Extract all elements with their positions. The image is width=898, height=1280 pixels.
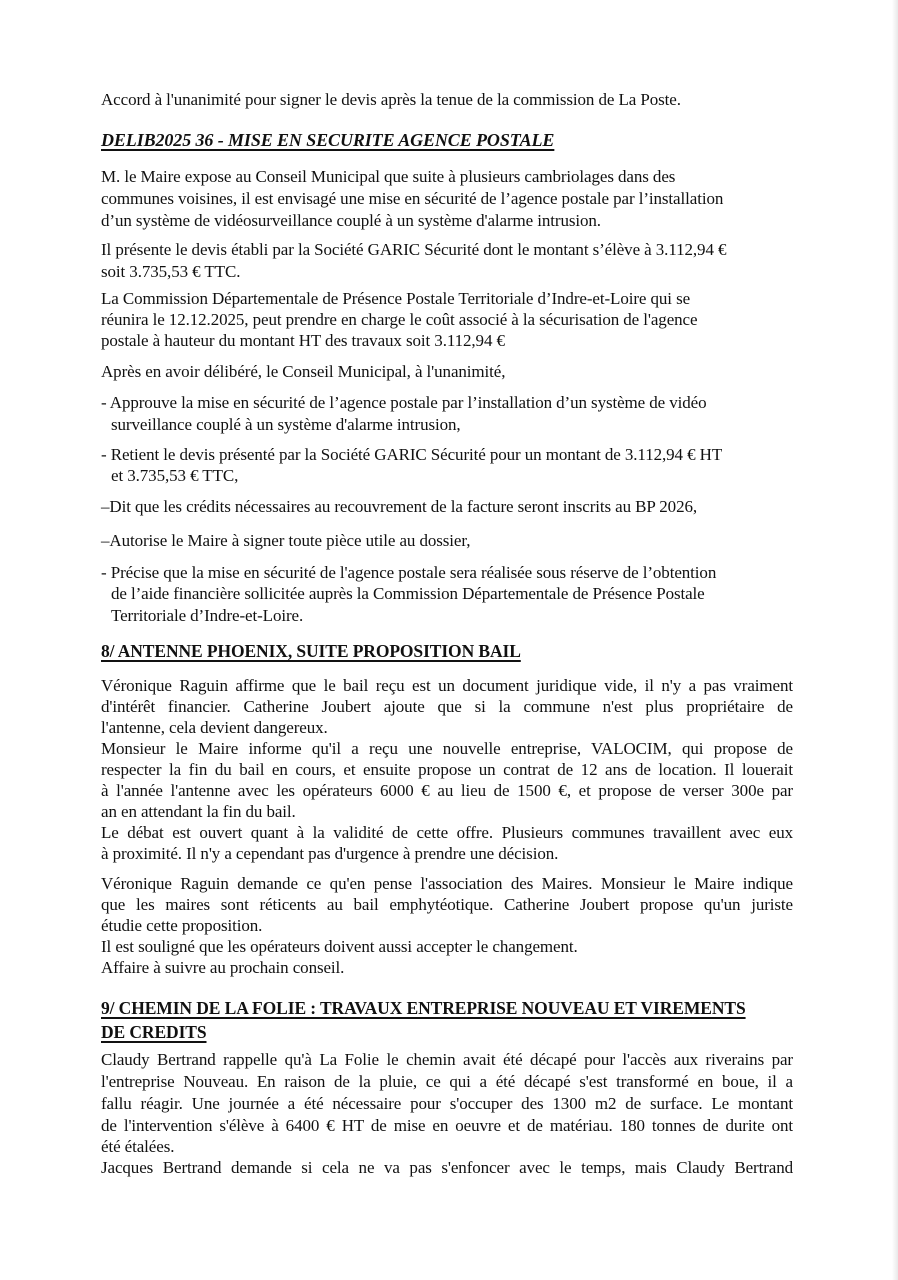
text-line: réunira le 12.12.2025, peut prendre en charge le coût associé à la sécurisation de l'agence — [101, 310, 698, 329]
text-line: l'entreprise Nouveau. En raison de la pluie, ce qui a été décapé s'est transformé en boue, il a — [101, 1072, 793, 1091]
text-line: soit 3.735,53 € TTC. — [101, 262, 241, 281]
text-line: de l'intervention s'élève à 6400 € HT de mise en oeuvre et de matériau. 180 tonnes de durite ont — [101, 1116, 793, 1135]
list-item-line: et 3.735,53 € TTC, — [111, 466, 239, 485]
list-item-line: surveillance couplé à un système d'alarme intrusion, — [111, 415, 461, 434]
text-line: d'intérêt financier. Catherine Joubert ajoute que si la commune n'est plus propriétaire de — [101, 697, 793, 716]
list-item-line: Territoriale d’Indre-et-Loire. — [111, 606, 304, 625]
text-line: communes voisines, il est envisagé une mise en sécurité de l’agence postale par l’installation — [101, 189, 724, 208]
text-line: Jacques Bertrand demande si cela ne va pas s'enfoncer avec le temps, mais Claudy Bertrand — [101, 1158, 793, 1177]
list-item-line: –Dit que les crédits nécessaires au recouvrement de la facture seront inscrits au BP 2026, — [101, 497, 698, 516]
text-line: postale à hauteur du montant HT des travaux soit 3.112,94 € — [101, 331, 505, 350]
list-item-line: - Approuve la mise en sécurité de l’agence postale par l’installation d’un système de vidéo — [101, 393, 707, 412]
text-line: an en attendant la fin du bail. — [101, 802, 296, 821]
page-edge — [892, 0, 898, 1280]
text-line: Claudy Bertrand rappelle qu'à La Folie le chemin avait été décapé pour l'accès aux riverains par — [101, 1050, 793, 1069]
section-heading-9: DE CREDITS — [101, 1022, 207, 1042]
text-line: Il est souligné que les opérateurs doivent aussi accepter le changement. — [101, 937, 578, 956]
text-line: respecter la fin du bail en cours, et ensuite propose un contrat de 12 ans de location. Il louerait — [101, 760, 793, 779]
text-line: étudie cette proposition. — [101, 916, 263, 935]
text-line: fallu réagir. Une journée a été nécessaire pour s'occuper des 1300 m2 de surface. Le montant — [101, 1094, 793, 1113]
text-line: Affaire à suivre au prochain conseil. — [101, 958, 345, 977]
text-line: à proximité. Il n'y a cependant pas d'urgence à prendre une décision. — [101, 844, 559, 863]
list-item-line: - Retient le devis présenté par la Société GARIC Sécurité pour un montant de 3.112,94 € HT — [101, 445, 723, 464]
list-item-line: –Autorise le Maire à signer toute pièce utile au dossier, — [101, 531, 471, 550]
section-heading-8: 8/ ANTENNE PHOENIX, SUITE PROPOSITION BAIL — [101, 641, 521, 661]
text-line: Il présente le devis établi par la Société GARIC Sécurité dont le montant s’élève à 3.112,94 € — [101, 240, 727, 259]
text-line: La Commission Départementale de Présence Postale Territoriale d’Indre-et-Loire qui se — [101, 289, 691, 308]
text-line: Véronique Raguin affirme que le bail reçu est un document juridique vide, il n'y a pas vraiment — [101, 676, 793, 695]
text-line: d’un système de vidéosurveillance couplé à un système d'alarme intrusion. — [101, 211, 601, 230]
text-line: que les maires sont réticents au bail emphytéotique. Catherine Joubert propose qu'un juriste — [101, 895, 793, 914]
text-line: Le débat est ouvert quant à la validité de cette offre. Plusieurs communes travaillent avec eux — [101, 823, 793, 842]
list-item-line: - Précise que la mise en sécurité de l'agence postale sera réalisée sous réserve de l’obtention — [101, 563, 717, 582]
text-line: Véronique Raguin demande ce qu'en pense l'association des Maires. Monsieur le Maire indique — [101, 874, 793, 893]
text-line: l'antenne, cela devient dangereux. — [101, 718, 328, 737]
list-item-line: de l’aide financière sollicitée auprès la Commission Départementale de Présence Postale — [111, 584, 705, 603]
text-line: Après en avoir délibéré, le Conseil Municipal, à l'unanimité, — [101, 362, 506, 381]
section-heading-9: 9/ CHEMIN DE LA FOLIE : TRAVAUX ENTREPRISE NOUVEAU ET VIREMENTS — [101, 998, 746, 1018]
text-line: Monsieur le Maire informe qu'il a reçu une nouvelle entreprise, VALOCIM, qui propose de — [101, 739, 793, 758]
text-line: été étalées. — [101, 1137, 175, 1156]
section-heading-delib2025-36: DELIB2025 36 - MISE EN SECURITE AGENCE POSTALE — [101, 130, 555, 150]
text-line: à l'année l'antenne avec les opérateurs 6000 € au lieu de 1500 €, et propose de verser 300e par — [101, 781, 793, 800]
text-line: M. le Maire expose au Conseil Municipal que suite à plusieurs cambriolages dans des — [101, 167, 676, 186]
text-line: Accord à l'unanimité pour signer le devis après la tenue de la commission de La Poste. — [101, 90, 681, 109]
